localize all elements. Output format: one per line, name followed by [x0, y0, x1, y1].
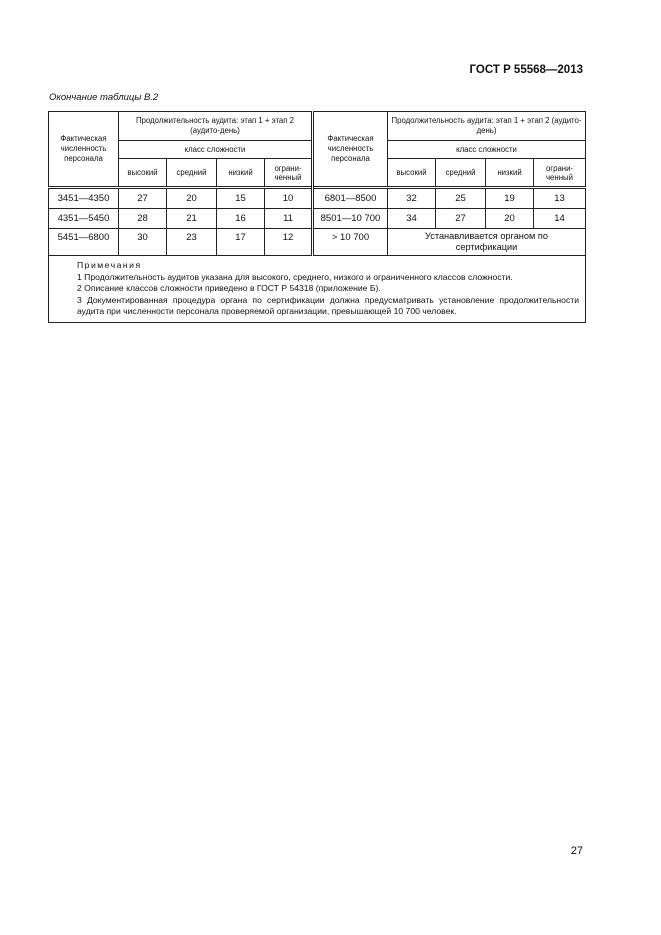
value-cell: 20 — [167, 188, 217, 209]
personnel-cell: 3451—4350 — [49, 188, 119, 209]
note-item: 1 Продолжительность аудитов указана для высокого, среднего, низкого и ограниченного классов сложности. — [77, 271, 513, 282]
table-row — [49, 188, 586, 209]
value-cell: 17 — [217, 229, 265, 256]
merged-note-cell: Устанавливается органом по сертификации — [388, 229, 586, 256]
value-cell: 11 — [265, 209, 313, 229]
personnel-cell: 8501—10 700 — [313, 209, 388, 229]
value-cell: 27 — [436, 209, 486, 229]
header-duration-right: Продолжительность аудита: этап 1 + этап 2 (аудито-день) — [388, 112, 586, 141]
notes-block — [49, 256, 586, 323]
header-class-medium: средний — [167, 159, 217, 188]
personnel-cell: 6801—8500 — [313, 188, 388, 209]
header-class-medium: средний — [436, 159, 486, 188]
header-duration-left: Продолжительность аудита: этап 1 + этап 2 (аудито-день) — [119, 112, 313, 141]
value-cell: 14 — [534, 209, 586, 229]
header-class-limited: ограни-ченный — [265, 159, 313, 188]
header-class-low: низкий — [486, 159, 534, 188]
table-row — [49, 209, 586, 229]
note-item: 2 Описание классов сложности приведено в ГОСТ Р 54318 (приложение Б). — [77, 283, 381, 293]
header-class-high: высокий — [119, 159, 167, 188]
value-cell: 21 — [167, 209, 217, 229]
value-cell: 19 — [486, 188, 534, 209]
value-cell: 27 — [119, 188, 167, 209]
value-cell: 20 — [486, 209, 534, 229]
table-row — [49, 229, 586, 256]
header-class-right: класс сложности — [388, 141, 586, 159]
value-cell: 13 — [534, 188, 586, 209]
header-class-high: высокий — [388, 159, 436, 188]
audit-duration-table — [48, 111, 586, 323]
table-caption: Окончание таблицы В.2 — [49, 92, 159, 103]
value-cell: 10 — [265, 188, 313, 209]
value-cell: 23 — [167, 229, 217, 256]
value-cell: 32 — [388, 188, 436, 209]
header-class-left: класс сложности — [119, 141, 313, 159]
note-item: 3 Документированная процедура органа по сертификации должна предусматривать установление продолжительности аудита при численности персонала проверяемой организации, превышающей 10 700 человек. — [77, 294, 579, 316]
value-cell: 12 — [265, 229, 313, 256]
header-class-limited: ограни-ченный — [534, 159, 586, 188]
value-cell: 28 — [119, 209, 167, 229]
personnel-cell: 5451—6800 — [49, 229, 119, 256]
header-personnel-left: Фактическая численность персонала — [49, 112, 119, 188]
header-personnel-right: Фактическая численность персонала — [313, 112, 388, 188]
value-cell: 15 — [217, 188, 265, 209]
personnel-cell: 4351—5450 — [49, 209, 119, 229]
header-class-low: низкий — [217, 159, 265, 188]
personnel-cell: > 10 700 — [313, 229, 388, 256]
notes-title: Примечания — [77, 260, 142, 270]
value-cell: 30 — [119, 229, 167, 256]
standard-header: ГОСТ Р 55568—2013 — [469, 64, 583, 76]
value-cell: 34 — [388, 209, 436, 229]
value-cell: 16 — [217, 209, 265, 229]
value-cell: 25 — [436, 188, 486, 209]
page-number: 27 — [570, 845, 583, 857]
